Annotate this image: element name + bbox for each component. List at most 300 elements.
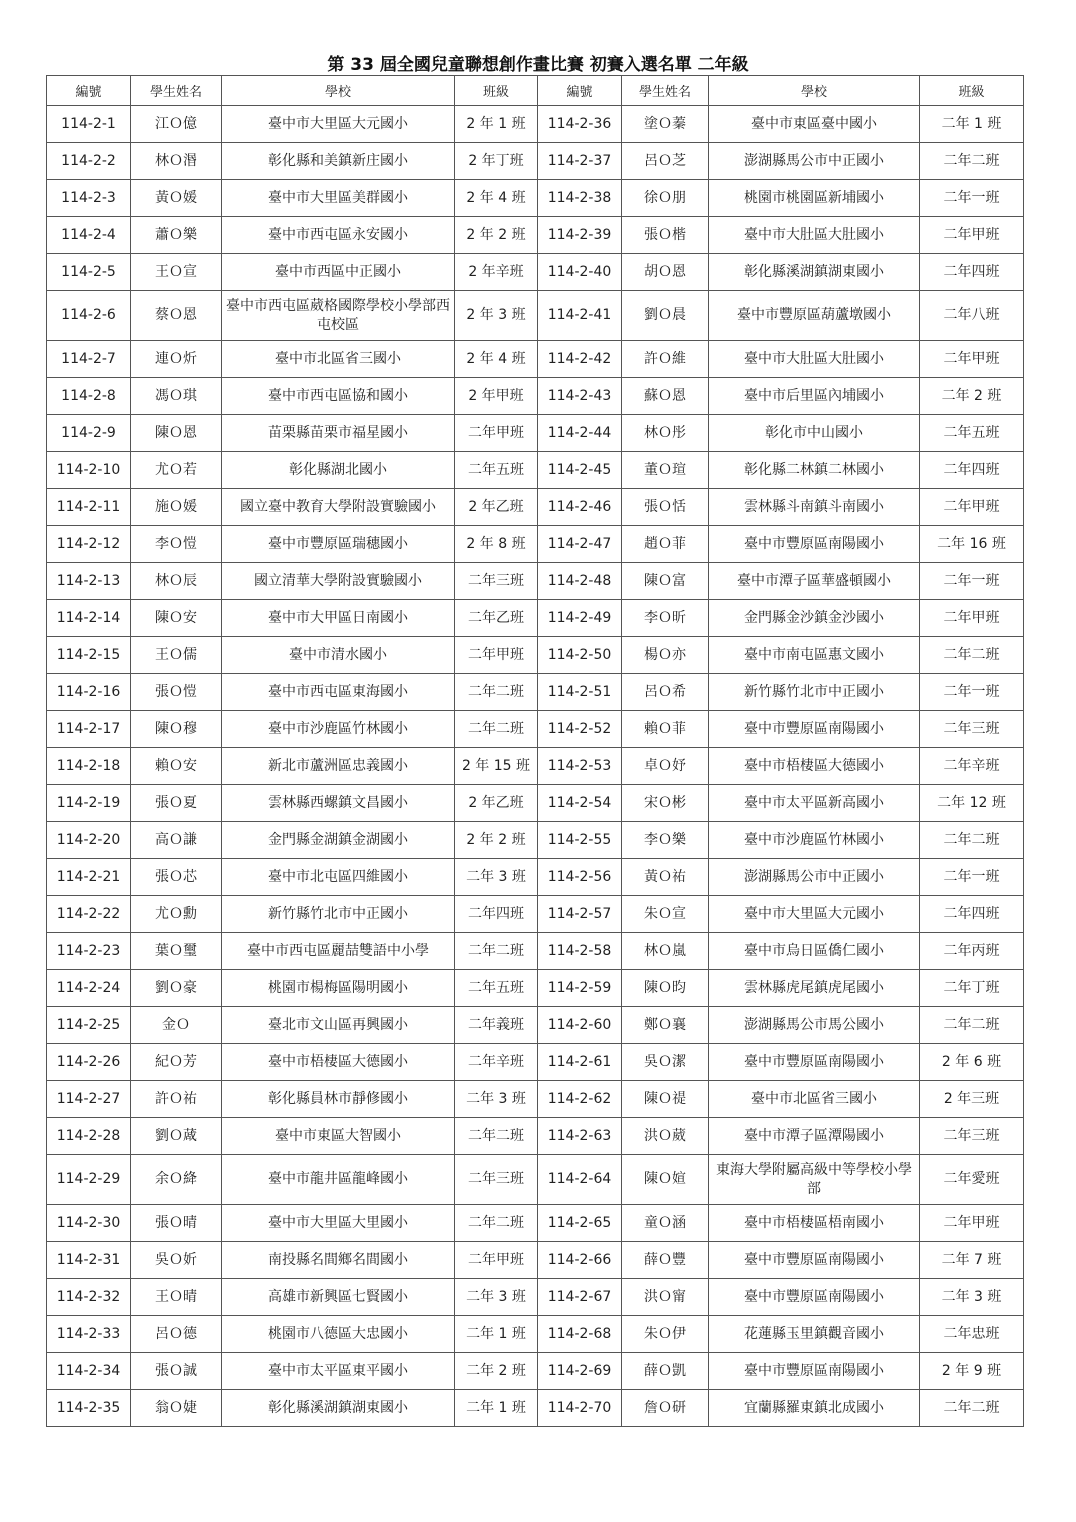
school-name: 臺中市沙鹿區竹林國小	[222, 711, 455, 748]
table-row	[47, 933, 1024, 970]
school-name: 雲林縣虎尾鎮虎尾國小	[709, 970, 920, 1007]
school-name: 高雄市新興區七賢國小	[222, 1279, 455, 1316]
class-name: 二年丙班	[920, 933, 1024, 970]
school-name: 臺中市豐原區南陽國小	[709, 1279, 920, 1316]
entry-id: 114-2-43	[538, 378, 622, 415]
student-name: 王Ｏ宣	[131, 254, 222, 291]
table-row	[47, 1316, 1024, 1353]
student-name: 林Ｏ辰	[131, 563, 222, 600]
entry-id: 114-2-4	[47, 217, 131, 254]
table-row	[47, 970, 1024, 1007]
class-name: 二年甲班	[455, 415, 538, 452]
school-name: 臺中市潭子區潭陽國小	[709, 1118, 920, 1155]
school-name: 苗栗縣苗栗市福星國小	[222, 415, 455, 452]
class-name: 二年二班	[455, 674, 538, 711]
student-name: 金Ｏ	[131, 1007, 222, 1044]
student-name: 張Ｏ芯	[131, 859, 222, 896]
school-name: 臺中市豐原區南陽國小	[709, 526, 920, 563]
table-row	[47, 859, 1024, 896]
class-name: 2 年三班	[920, 1081, 1024, 1118]
student-name: 紀Ｏ芳	[131, 1044, 222, 1081]
table-row	[47, 489, 1024, 526]
table-row	[47, 1007, 1024, 1044]
table-row	[47, 180, 1024, 217]
student-name: 尤Ｏ若	[131, 452, 222, 489]
student-name: 洪Ｏ葳	[622, 1118, 709, 1155]
school-name: 國立清華大學附設實驗國小	[222, 563, 455, 600]
class-name: 2 年甲班	[455, 378, 538, 415]
student-name: 林Ｏ湣	[131, 143, 222, 180]
page-title: 第 33 屆全國兒童聯想創作畫比賽 初賽入選名單 二年級	[327, 55, 749, 75]
entry-id: 114-2-69	[538, 1353, 622, 1390]
entry-id: 114-2-10	[47, 452, 131, 489]
entry-id: 114-2-23	[47, 933, 131, 970]
student-name: 劉Ｏ蒧	[131, 1118, 222, 1155]
school-name: 彰化縣湖北國小	[222, 452, 455, 489]
school-name: 臺中市豐原區葫蘆墩國小	[709, 291, 920, 341]
school-name: 臺中市北屯區四維國小	[222, 859, 455, 896]
class-name: 二年二班	[920, 1007, 1024, 1044]
entry-id: 114-2-2	[47, 143, 131, 180]
student-name: 張Ｏ晴	[131, 1205, 222, 1242]
class-name: 二年二班	[920, 143, 1024, 180]
student-name: 尤Ｏ勳	[131, 896, 222, 933]
class-name: 二年 16 班	[920, 526, 1024, 563]
school-name: 臺中市豐原區瑞穗國小	[222, 526, 455, 563]
student-name: 李Ｏ樂	[622, 822, 709, 859]
student-name: 鄭Ｏ襄	[622, 1007, 709, 1044]
entry-id: 114-2-5	[47, 254, 131, 291]
class-name: 2 年辛班	[455, 254, 538, 291]
class-name: 二年乙班	[455, 600, 538, 637]
entry-id: 114-2-7	[47, 341, 131, 378]
school-name: 彰化縣溪湖鎮湖東國小	[709, 254, 920, 291]
entry-id: 114-2-66	[538, 1242, 622, 1279]
table-row	[47, 452, 1024, 489]
school-name: 臺中市沙鹿區竹林國小	[709, 822, 920, 859]
entry-id: 114-2-60	[538, 1007, 622, 1044]
school-name: 臺中市北區省三國小	[709, 1081, 920, 1118]
entry-id: 114-2-16	[47, 674, 131, 711]
student-name: 洪Ｏ甯	[622, 1279, 709, 1316]
school-name: 臺中市東區臺中國小	[709, 106, 920, 143]
entry-id: 114-2-45	[538, 452, 622, 489]
student-name: 馮Ｏ琪	[131, 378, 222, 415]
student-name: 楊Ｏ亦	[622, 637, 709, 674]
entry-id: 114-2-35	[47, 1390, 131, 1427]
table-row	[47, 341, 1024, 378]
student-name: 卓Ｏ妤	[622, 748, 709, 785]
table-row	[47, 1390, 1024, 1427]
class-name: 二年甲班	[455, 1242, 538, 1279]
entry-id: 114-2-3	[47, 180, 131, 217]
student-name: 吳Ｏ妡	[131, 1242, 222, 1279]
entry-id: 114-2-56	[538, 859, 622, 896]
class-name: 二年三班	[920, 711, 1024, 748]
school-name: 臺中市龍井區龍峰國小	[222, 1155, 455, 1205]
school-name: 臺北市文山區再興國小	[222, 1007, 455, 1044]
table-row	[47, 1044, 1024, 1081]
class-name: 二年 3 班	[455, 859, 538, 896]
student-name: 張Ｏ誠	[131, 1353, 222, 1390]
school-name: 臺中市南屯區惠文國小	[709, 637, 920, 674]
entry-id: 114-2-44	[538, 415, 622, 452]
table-row	[47, 1353, 1024, 1390]
class-name: 二年四班	[920, 452, 1024, 489]
header-name: 學生姓名	[622, 76, 709, 106]
school-name: 臺中市大里區大元國小	[709, 896, 920, 933]
student-name: 薛Ｏ豐	[622, 1242, 709, 1279]
student-name: 詹Ｏ研	[622, 1390, 709, 1427]
student-name: 葉Ｏ璽	[131, 933, 222, 970]
student-name: 賴Ｏ菲	[622, 711, 709, 748]
school-name: 雲林縣斗南鎮斗南國小	[709, 489, 920, 526]
student-name: 黃Ｏ媛	[131, 180, 222, 217]
school-name: 臺中市西屯區麗喆雙語中小學	[222, 933, 455, 970]
student-name: 呂Ｏ德	[131, 1316, 222, 1353]
class-name: 二年 3 班	[455, 1279, 538, 1316]
entry-id: 114-2-13	[47, 563, 131, 600]
school-name: 新竹縣竹北市中正國小	[709, 674, 920, 711]
class-name: 二年丁班	[920, 970, 1024, 1007]
class-name: 二年甲班	[920, 489, 1024, 526]
class-name: 二年辛班	[455, 1044, 538, 1081]
entry-id: 114-2-42	[538, 341, 622, 378]
class-name: 2 年 9 班	[920, 1353, 1024, 1390]
class-name: 二年 1 班	[455, 1390, 538, 1427]
student-name: 薛Ｏ凱	[622, 1353, 709, 1390]
class-name: 二年甲班	[920, 1205, 1024, 1242]
school-name: 桃園市桃園區新埔國小	[709, 180, 920, 217]
school-name: 臺中市大甲區日南國小	[222, 600, 455, 637]
student-name: 林Ｏ彤	[622, 415, 709, 452]
entry-id: 114-2-51	[538, 674, 622, 711]
student-name: 吳Ｏ潔	[622, 1044, 709, 1081]
entry-id: 114-2-70	[538, 1390, 622, 1427]
school-name: 臺中市梧棲區大德國小	[709, 748, 920, 785]
table-row	[47, 896, 1024, 933]
school-name: 花蓮縣玉里鎮觀音國小	[709, 1316, 920, 1353]
entry-id: 114-2-24	[47, 970, 131, 1007]
entry-id: 114-2-48	[538, 563, 622, 600]
school-name: 彰化縣溪湖鎮湖東國小	[222, 1390, 455, 1427]
school-name: 東海大學附屬高級中等學校小學部	[709, 1155, 920, 1205]
class-name: 二年甲班	[455, 637, 538, 674]
school-name: 國立臺中教育大學附設實驗國小	[222, 489, 455, 526]
entry-id: 114-2-17	[47, 711, 131, 748]
class-name: 二年一班	[920, 674, 1024, 711]
student-name: 陳Ｏ禔	[622, 1081, 709, 1118]
entry-id: 114-2-27	[47, 1081, 131, 1118]
student-name: 李Ｏ昕	[622, 600, 709, 637]
class-name: 2 年 6 班	[920, 1044, 1024, 1081]
school-name: 新竹縣竹北市中正國小	[222, 896, 455, 933]
student-name: 陳Ｏ昀	[622, 970, 709, 1007]
student-name: 宋Ｏ彬	[622, 785, 709, 822]
entry-id: 114-2-54	[538, 785, 622, 822]
entry-id: 114-2-63	[538, 1118, 622, 1155]
student-name: 高Ｏ謙	[131, 822, 222, 859]
student-name: 余Ｏ絳	[131, 1155, 222, 1205]
class-name: 二年 1 班	[920, 106, 1024, 143]
student-name: 許Ｏ維	[622, 341, 709, 378]
class-name: 2 年 15 班	[455, 748, 538, 785]
class-name: 二年二班	[920, 822, 1024, 859]
header-school: 學校	[709, 76, 920, 106]
table-row	[47, 378, 1024, 415]
entry-id: 114-2-37	[538, 143, 622, 180]
class-name: 2 年 3 班	[455, 291, 538, 341]
student-name: 蘇Ｏ恩	[622, 378, 709, 415]
school-name: 桃園市楊梅區陽明國小	[222, 970, 455, 1007]
student-name: 童Ｏ涵	[622, 1205, 709, 1242]
table-row	[47, 254, 1024, 291]
class-name: 2 年 2 班	[455, 217, 538, 254]
table-row	[47, 748, 1024, 785]
class-name: 2 年 4 班	[455, 341, 538, 378]
entry-id: 114-2-22	[47, 896, 131, 933]
entry-id: 114-2-29	[47, 1155, 131, 1205]
school-name: 彰化市中山國小	[709, 415, 920, 452]
class-name: 二年 3 班	[920, 1279, 1024, 1316]
class-name: 二年甲班	[920, 217, 1024, 254]
school-name: 臺中市梧棲區梧南國小	[709, 1205, 920, 1242]
class-name: 2 年 8 班	[455, 526, 538, 563]
header-id: 編號	[538, 76, 622, 106]
table-row	[47, 674, 1024, 711]
entry-id: 114-2-32	[47, 1279, 131, 1316]
school-name: 彰化縣二林鎮二林國小	[709, 452, 920, 489]
header-class: 班級	[455, 76, 538, 106]
school-name: 臺中市大里區美群國小	[222, 180, 455, 217]
class-name: 2 年乙班	[455, 785, 538, 822]
class-name: 二年愛班	[920, 1155, 1024, 1205]
class-name: 二年 12 班	[920, 785, 1024, 822]
school-name: 臺中市清水國小	[222, 637, 455, 674]
entry-id: 114-2-64	[538, 1155, 622, 1205]
school-name: 臺中市西屯區東海國小	[222, 674, 455, 711]
school-name: 臺中市西區中正國小	[222, 254, 455, 291]
entry-id: 114-2-34	[47, 1353, 131, 1390]
school-name: 臺中市烏日區僑仁國小	[709, 933, 920, 970]
student-name: 徐Ｏ朋	[622, 180, 709, 217]
class-name: 二年二班	[920, 637, 1024, 674]
student-name: 陳Ｏ恩	[131, 415, 222, 452]
school-name: 臺中市太平區東平國小	[222, 1353, 455, 1390]
entry-id: 114-2-8	[47, 378, 131, 415]
school-name: 金門縣金沙鎮金沙國小	[709, 600, 920, 637]
school-name: 臺中市梧棲區大德國小	[222, 1044, 455, 1081]
student-name: 林Ｏ嵐	[622, 933, 709, 970]
entry-id: 114-2-62	[538, 1081, 622, 1118]
school-name: 臺中市豐原區南陽國小	[709, 1044, 920, 1081]
school-name: 彰化縣和美鎮新庄國小	[222, 143, 455, 180]
class-name: 二年四班	[455, 896, 538, 933]
school-name: 臺中市后里區內埔國小	[709, 378, 920, 415]
class-name: 二年忠班	[920, 1316, 1024, 1353]
class-name: 2 年 2 班	[455, 822, 538, 859]
school-name: 臺中市大里區大里國小	[222, 1205, 455, 1242]
school-name: 雲林縣西螺鎮文昌國小	[222, 785, 455, 822]
class-name: 二年三班	[455, 563, 538, 600]
class-name: 二年甲班	[920, 600, 1024, 637]
school-name: 澎湖縣馬公市馬公國小	[709, 1007, 920, 1044]
class-name: 2 年丁班	[455, 143, 538, 180]
class-name: 二年 3 班	[455, 1081, 538, 1118]
header-id: 編號	[47, 76, 131, 106]
school-name: 桃園市八德區大忠國小	[222, 1316, 455, 1353]
entry-id: 114-2-19	[47, 785, 131, 822]
entry-id: 114-2-50	[538, 637, 622, 674]
student-name: 賴Ｏ安	[131, 748, 222, 785]
table-row	[47, 822, 1024, 859]
student-name: 翁Ｏ婕	[131, 1390, 222, 1427]
entry-id: 114-2-31	[47, 1242, 131, 1279]
class-name: 二年 1 班	[455, 1316, 538, 1353]
header-class: 班級	[920, 76, 1024, 106]
table-row	[47, 785, 1024, 822]
school-name: 臺中市北區省三國小	[222, 341, 455, 378]
student-name: 陳Ｏ富	[622, 563, 709, 600]
school-name: 南投縣名間鄉名間國小	[222, 1242, 455, 1279]
class-name: 二年甲班	[920, 341, 1024, 378]
class-name: 二年二班	[455, 711, 538, 748]
table-row	[47, 217, 1024, 254]
table-row	[47, 526, 1024, 563]
class-name: 二年二班	[920, 1390, 1024, 1427]
entry-id: 114-2-46	[538, 489, 622, 526]
entry-id: 114-2-39	[538, 217, 622, 254]
entry-id: 114-2-30	[47, 1205, 131, 1242]
school-name: 新北市蘆洲區忠義國小	[222, 748, 455, 785]
class-name: 二年 2 班	[920, 378, 1024, 415]
student-name: 陳Ｏ穆	[131, 711, 222, 748]
entry-id: 114-2-21	[47, 859, 131, 896]
school-name: 臺中市豐原區南陽國小	[709, 711, 920, 748]
class-name: 二年 2 班	[455, 1353, 538, 1390]
student-name: 許Ｏ祐	[131, 1081, 222, 1118]
header-school: 學校	[222, 76, 455, 106]
header-row	[47, 76, 1024, 106]
school-name: 金門縣金湖鎮金湖國小	[222, 822, 455, 859]
student-name: 朱Ｏ伊	[622, 1316, 709, 1353]
entry-id: 114-2-15	[47, 637, 131, 674]
entry-id: 114-2-12	[47, 526, 131, 563]
entry-id: 114-2-57	[538, 896, 622, 933]
student-name: 王Ｏ晴	[131, 1279, 222, 1316]
student-name: 劉Ｏ豪	[131, 970, 222, 1007]
class-name: 2 年乙班	[455, 489, 538, 526]
school-name: 彰化縣員林市靜修國小	[222, 1081, 455, 1118]
entry-id: 114-2-68	[538, 1316, 622, 1353]
school-name: 臺中市大肚區大肚國小	[709, 217, 920, 254]
results-table	[46, 75, 1024, 1427]
table-row	[47, 1118, 1024, 1155]
school-name: 臺中市豐原區南陽國小	[709, 1353, 920, 1390]
student-name: 趙Ｏ菲	[622, 526, 709, 563]
school-name: 臺中市太平區新高國小	[709, 785, 920, 822]
student-name: 黃Ｏ祐	[622, 859, 709, 896]
student-name: 施Ｏ媛	[131, 489, 222, 526]
class-name: 二年二班	[455, 933, 538, 970]
student-name: 連Ｏ炘	[131, 341, 222, 378]
entry-id: 114-2-33	[47, 1316, 131, 1353]
table-row	[47, 106, 1024, 143]
school-name: 臺中市東區大智國小	[222, 1118, 455, 1155]
class-name: 二年一班	[920, 859, 1024, 896]
student-name: 張Ｏ楷	[622, 217, 709, 254]
student-name: 陳Ｏ媗	[622, 1155, 709, 1205]
table-row	[47, 600, 1024, 637]
school-name: 澎湖縣馬公市中正國小	[709, 859, 920, 896]
student-name: 張Ｏ愷	[131, 674, 222, 711]
student-name: 胡Ｏ恩	[622, 254, 709, 291]
class-name: 2 年 1 班	[455, 106, 538, 143]
table-row	[47, 637, 1024, 674]
entry-id: 114-2-59	[538, 970, 622, 1007]
school-name: 臺中市西屯區協和國小	[222, 378, 455, 415]
entry-id: 114-2-18	[47, 748, 131, 785]
table-row	[47, 1279, 1024, 1316]
entry-id: 114-2-47	[538, 526, 622, 563]
student-name: 呂Ｏ芝	[622, 143, 709, 180]
entry-id: 114-2-28	[47, 1118, 131, 1155]
student-name: 蔡Ｏ恩	[131, 291, 222, 341]
student-name: 張Ｏ恬	[622, 489, 709, 526]
student-name: 呂Ｏ希	[622, 674, 709, 711]
entry-id: 114-2-36	[538, 106, 622, 143]
student-name: 董Ｏ瑄	[622, 452, 709, 489]
school-name: 臺中市大里區大元國小	[222, 106, 455, 143]
entry-id: 114-2-49	[538, 600, 622, 637]
entry-id: 114-2-41	[538, 291, 622, 341]
table-row	[47, 1155, 1024, 1205]
entry-id: 114-2-11	[47, 489, 131, 526]
class-name: 二年五班	[455, 452, 538, 489]
table-row	[47, 1242, 1024, 1279]
table-row	[47, 563, 1024, 600]
class-name: 二年四班	[920, 896, 1024, 933]
school-name: 臺中市西屯區葳格國際學校小學部西屯校區	[222, 291, 455, 341]
class-name: 二年一班	[920, 563, 1024, 600]
class-name: 二年五班	[920, 415, 1024, 452]
class-name: 二年八班	[920, 291, 1024, 341]
table-row	[47, 711, 1024, 748]
table-row	[47, 1205, 1024, 1242]
entry-id: 114-2-1	[47, 106, 131, 143]
school-name: 臺中市西屯區永安國小	[222, 217, 455, 254]
class-name: 二年三班	[455, 1155, 538, 1205]
entry-id: 114-2-55	[538, 822, 622, 859]
class-name: 二年辛班	[920, 748, 1024, 785]
school-name: 臺中市潭子區華盛頓國小	[709, 563, 920, 600]
class-name: 二年二班	[455, 1118, 538, 1155]
school-name: 澎湖縣馬公市中正國小	[709, 143, 920, 180]
entry-id: 114-2-20	[47, 822, 131, 859]
class-name: 二年義班	[455, 1007, 538, 1044]
class-name: 二年五班	[455, 970, 538, 1007]
student-name: 陳Ｏ安	[131, 600, 222, 637]
school-name: 宜蘭縣羅東鎮北成國小	[709, 1390, 920, 1427]
student-name: 劉Ｏ晨	[622, 291, 709, 341]
school-name: 臺中市豐原區南陽國小	[709, 1242, 920, 1279]
school-name: 臺中市大肚區大肚國小	[709, 341, 920, 378]
class-name: 2 年 4 班	[455, 180, 538, 217]
student-name: 李Ｏ愷	[131, 526, 222, 563]
entry-id: 114-2-58	[538, 933, 622, 970]
entry-id: 114-2-40	[538, 254, 622, 291]
entry-id: 114-2-9	[47, 415, 131, 452]
